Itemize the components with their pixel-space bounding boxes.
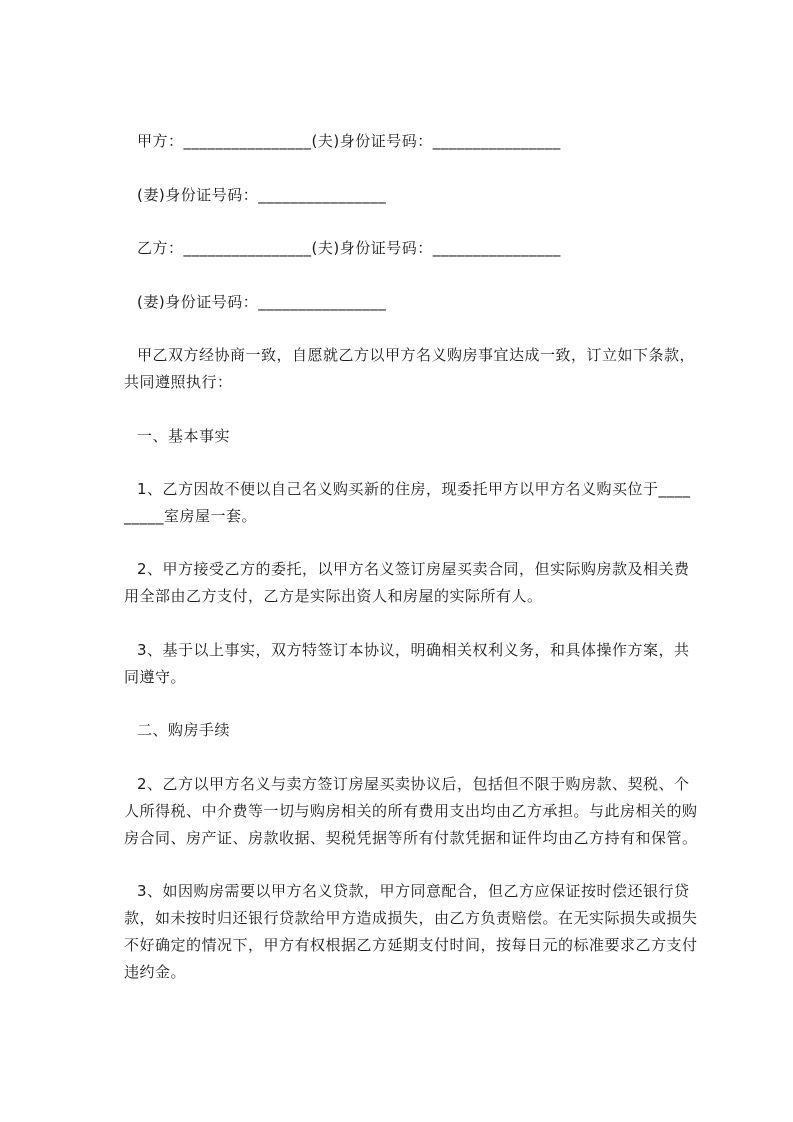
party-b-line: 乙方：________________(夫)身份证号码：________________ bbox=[137, 239, 561, 257]
section-1-item-1-line-2: _____室房屋一套。 bbox=[124, 507, 258, 525]
section-1-item-3-line-1: 3、基于以上事实，双方特签订本协议，明确相关权利义务，和具体操作方案，共 bbox=[137, 641, 690, 659]
section-1-item-3-line-2: 同遵守。 bbox=[124, 668, 187, 686]
section-2-item-3-line-4: 违约金。 bbox=[124, 963, 187, 981]
party-a-line: 甲方：________________(夫)身份证号码：________________ bbox=[137, 132, 561, 150]
section-2-item-2-line-1: 2、乙方以甲方名义与卖方签订房屋买卖协议后，包括但不限于购房款、契税、个 bbox=[137, 775, 690, 793]
section-2-heading: 二、购房手续 bbox=[137, 721, 231, 739]
section-2-item-2-line-2: 人所得税、中介费等一切与购房相关的所有费用支出均由乙方承担。与此房相关的购 bbox=[124, 802, 698, 820]
section-2-item-3-line-3: 不好确定的情况下，甲方有权根据乙方延期支付时间，按每日元的标准要求乙方支付 bbox=[124, 936, 698, 954]
section-2-item-2-line-3: 房合同、房产证、房款收据、契税凭据等所有付款凭据和证件均由乙方持有和保管。 bbox=[124, 829, 698, 847]
section-1-item-2-line-1: 2、甲方接受乙方的委托，以甲方名义签订房屋买卖合同，但实际购房款及相关费 bbox=[137, 560, 690, 578]
section-2-item-3-line-1: 3、如因购房需要以甲方名义贷款，甲方同意配合，但乙方应保证按时偿还银行贷 bbox=[137, 882, 690, 900]
section-1-heading: 一、基本事实 bbox=[137, 427, 231, 445]
section-2-item-3-line-2: 款，如未按时归还银行贷款给甲方造成损失，由乙方负责赔偿。在无实际损失或损失 bbox=[124, 909, 698, 927]
section-1-item-1-line-1: 1、乙方因故不便以自己名义购买新的住房，现委托甲方以甲方名义购买位于____ bbox=[137, 480, 691, 498]
section-1-item-2-line-2: 用全部由乙方支付，乙方是实际出资人和房屋的实际所有人。 bbox=[124, 587, 543, 605]
intro-line-1: 甲乙双方经协商一致，自愿就乙方以甲方名义购房事宜达成一致，订立如下条款， bbox=[137, 346, 696, 364]
party-b-wife-id-line: (妻)身份证号码：________________ bbox=[137, 293, 387, 311]
party-a-wife-id-line: (妻)身份证号码：________________ bbox=[137, 186, 387, 204]
intro-line-2: 共同遵照执行： bbox=[124, 373, 233, 391]
